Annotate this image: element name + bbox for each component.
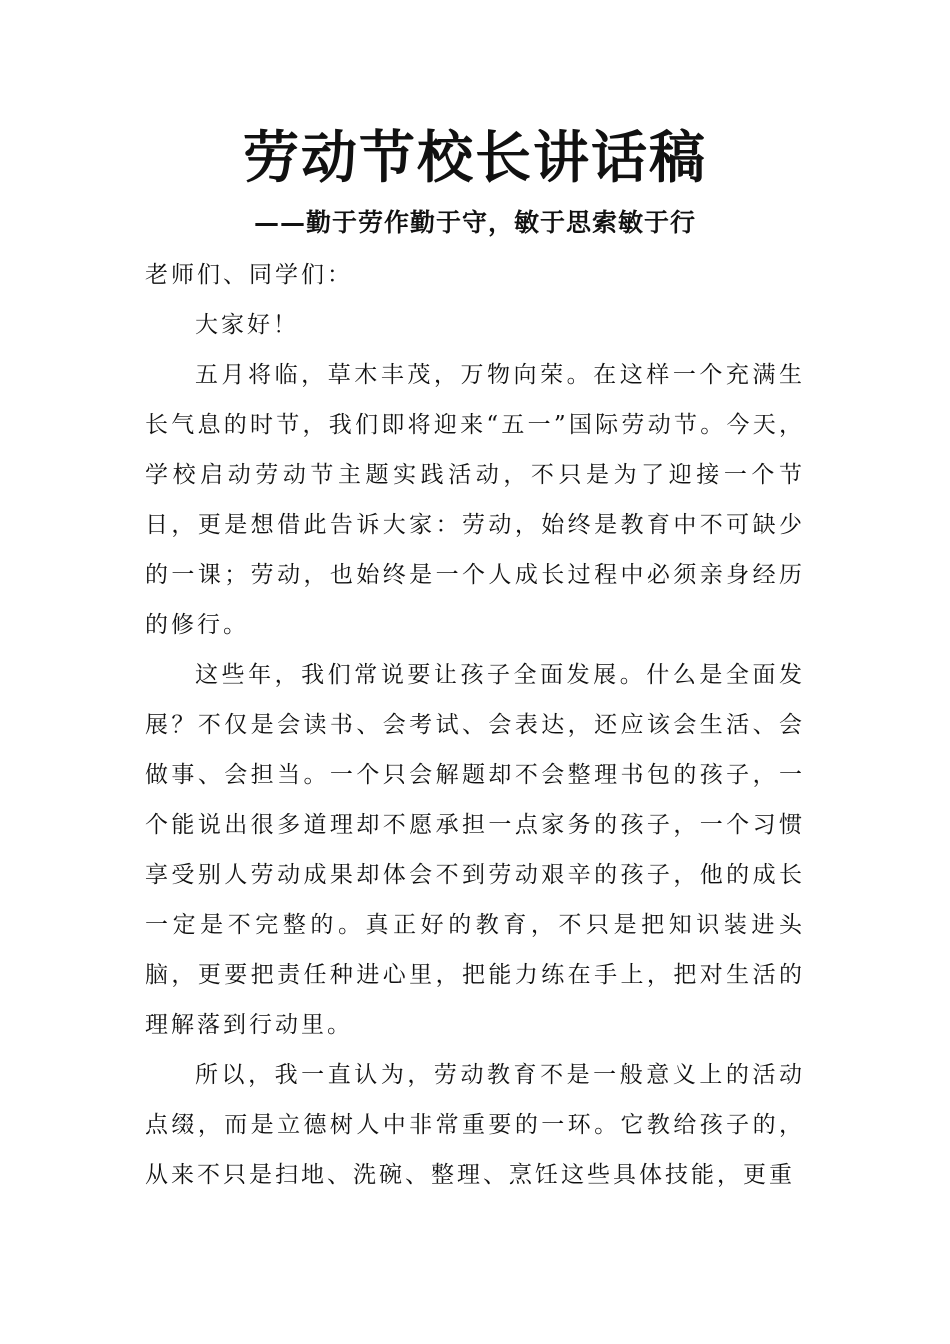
paragraph-2: 这些年，我们常说要让孩子全面发展。什么是全面发展？不仅是会读书、会考试、会表达，还应该会生活、会做事、会担当。一个只会解题却不会整理书包的孩子，一个能说出很多道理却不愿承担一点家务的孩子，一个习惯享受别人劳动成果却体会不到劳动艰辛的孩子，他的成长一定是不完整的。真正好的教育，不只是把知识装进头脑，更要把责任种进心里，把能力练在手上，把对生活的理解落到行动里。 [145,662,805,1038]
paragraph-3: 所以，我一直认为，劳动教育不是一般意义上的活动点缀，而是立德树人中非常重要的一环。它教给孩子的，从来不只是扫地、洗碗、整理、烹饪这些具体技能，更重 [145,1062,805,1188]
paragraph-greeting: 大家好！ [195,312,299,338]
document-subtitle: ——勤于劳作勤于守，敏于思索敏于行 [253,208,696,237]
salutation: 老师们、同学们： [145,262,353,288]
paragraph-1: 五月将临，草木丰茂，万物向荣。在这样一个充满生长气息的时节，我们即将迎来“五一”国际劳动节。今天，学校启动劳动节主题实践活动，不只是为了迎接一个节日，更是想借此告诉大家：劳动，始终是教育中不可缺少的一课；劳动，也始终是一个人成长过程中必须亲身经历的修行。 [145,362,805,638]
document-title: 劳动节校长讲话稿 [243,125,707,191]
document-body [145,250,805,1200]
